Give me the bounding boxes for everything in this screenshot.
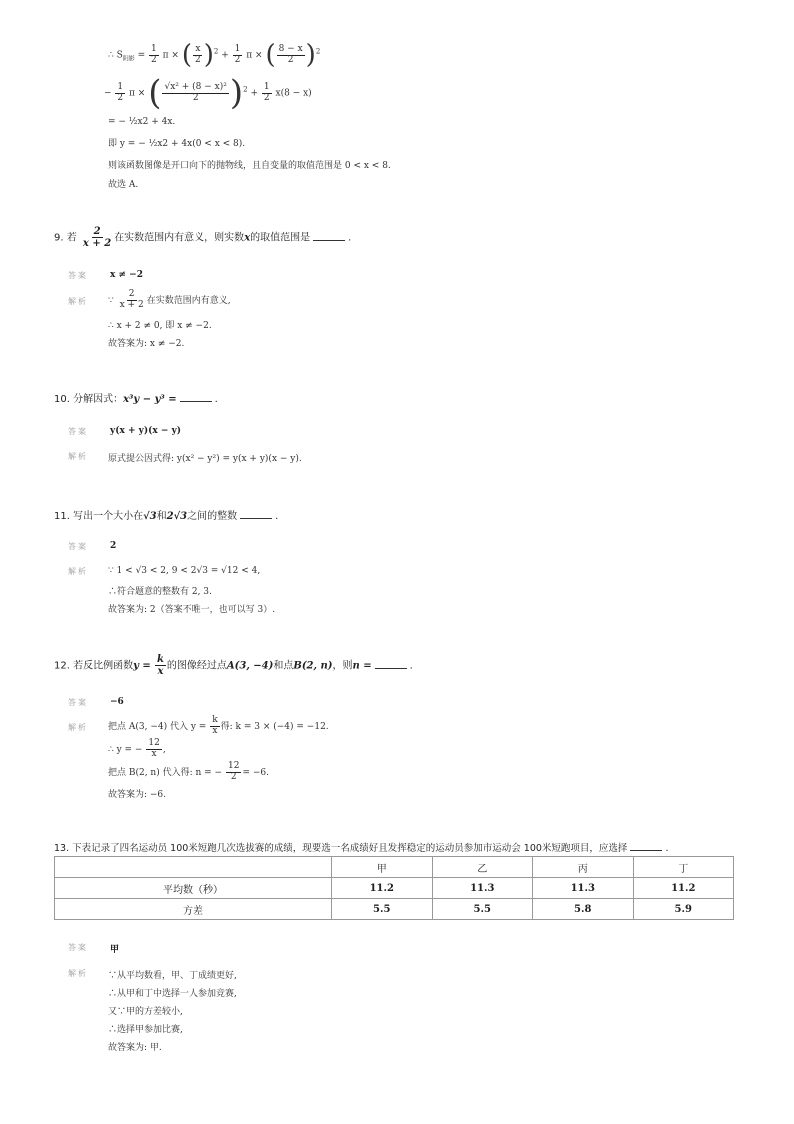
subscript: 阴影 [122, 55, 135, 63]
paren: ( [265, 40, 276, 70]
question-text: 13. 下表记录了四名运动员 100米短跑几次选拔赛的成绩，现要选一名成绩好且发挥稳定的运动员参加市运动会 100米短跑项目，应选择 [54, 843, 628, 854]
solution-text: + [250, 88, 261, 99]
math-expr: n = [352, 660, 372, 672]
question-text: ，则 [332, 660, 353, 672]
paren: ( [181, 40, 192, 70]
numerator: 1 [151, 43, 157, 54]
solution-text: + [221, 50, 232, 61]
solution-line-6: 故选 A. [108, 180, 139, 190]
fraction [81, 226, 113, 249]
fraction [233, 45, 243, 66]
table-cell: 11.3 [533, 878, 634, 899]
analysis-line-3: 又∵甲的方差较小, [108, 1007, 183, 1017]
answer-value: y(x + y)(x − y) [110, 426, 182, 436]
solution-text: = −6. [242, 767, 269, 778]
numerator: 12 [148, 738, 160, 748]
question-text: 11. 写出一个大小在 [54, 511, 144, 522]
paren: ) [229, 73, 244, 113]
fraction [210, 716, 219, 737]
answer-blank[interactable] [240, 509, 272, 519]
exponent: 2 [213, 47, 219, 56]
answer-value: 2 [110, 541, 117, 551]
fraction [193, 45, 203, 66]
solution-text: 把点 A(3, −4) 代入 y = [108, 721, 207, 732]
table-row [55, 878, 734, 899]
fraction [226, 762, 241, 783]
solution-text: 在实数范围内有意义, [146, 295, 231, 306]
fraction [115, 83, 125, 104]
answer-value: x ≠ −2 [110, 270, 143, 280]
solution-line-5: 则该函数图像是开口向下的抛物线，且自变量的取值范围是 0 < x < 8. [108, 161, 391, 171]
numerator: 2 [128, 289, 135, 299]
question-text: . [348, 232, 352, 244]
analysis-label: 解析 [68, 452, 88, 461]
denominator: x [151, 748, 157, 759]
solution-text: 得: k = 3 × (−4) = −12. [220, 721, 329, 732]
answer-value: 甲 [110, 945, 120, 955]
numerator: 2 [93, 226, 101, 237]
numerator: 12 [227, 761, 240, 771]
question-text: 9. 若 [54, 232, 77, 244]
math-expr: 2√3 [166, 511, 188, 522]
fraction [146, 739, 161, 760]
question-text: 在实数范围内有意义，则实数 [114, 232, 245, 244]
table-header-cell: 甲 [332, 857, 433, 878]
table-cell: 11.3 [432, 878, 533, 899]
paren: ( [148, 73, 162, 113]
solution-text: , [162, 744, 166, 755]
denominator: x [157, 666, 164, 677]
question-text: . [665, 843, 669, 854]
solution-line-1 [108, 40, 320, 70]
answer-label: 答案 [68, 427, 88, 436]
paren: ) [203, 40, 214, 70]
numerator: k [156, 654, 164, 665]
solution-text: ∴ y = − [108, 744, 143, 755]
solution-text: ∴ S [108, 50, 123, 61]
answer-blank[interactable] [630, 841, 662, 851]
table-row [55, 899, 734, 920]
table-cell: 11.2 [633, 878, 734, 899]
table-cell: 5.9 [633, 899, 734, 920]
table-cell: 5.5 [432, 899, 533, 920]
math-expr: B(2, n) [293, 660, 333, 672]
analysis-line-2: ∴符合题意的整数有 2, 3. [108, 587, 212, 597]
analysis-line-4: 故答案为: −6. [108, 790, 167, 800]
solution-line-4: 即 y = − ½x2 + 4x(0 < x < 8). [108, 139, 246, 149]
numerator: 8 − x [278, 43, 303, 54]
answer-label: 答案 [68, 698, 88, 707]
table-cell: 11.2 [332, 878, 433, 899]
analysis-label: 解析 [68, 723, 88, 732]
answer-label: 答案 [68, 271, 88, 280]
analysis-line-1 [108, 290, 231, 311]
solution-line-3: = − ½x2 + 4x. [108, 117, 176, 127]
answer-blank[interactable] [375, 659, 407, 669]
solution-text: π × [162, 50, 182, 61]
fraction [262, 83, 272, 104]
table-cell: 方差 [55, 899, 332, 920]
analysis-line-1: ∵从平均数看，甲、丁成绩更好, [108, 971, 237, 981]
answer-label: 答案 [68, 943, 88, 952]
table-header-cell: 丁 [633, 857, 734, 878]
denominator: 2 [287, 54, 294, 65]
analysis-label: 解析 [68, 567, 88, 576]
denominator: 2 [234, 54, 241, 65]
denominator: x + 2 [82, 238, 112, 249]
analysis-label: 解析 [68, 297, 88, 306]
table-cell: 5.8 [533, 899, 634, 920]
scores-table [54, 856, 734, 920]
fraction [277, 45, 305, 66]
numerator: 1 [117, 81, 124, 92]
math-expr: A(3, −4) [226, 660, 274, 672]
analysis-line-3: 故答案为: x ≠ −2. [108, 339, 185, 349]
solution-text: − [104, 88, 112, 99]
table-header-cell: 乙 [432, 857, 533, 878]
numerator: 1 [234, 43, 241, 54]
analysis-line-3: 故答案为: 2（答案不唯一，也可以写 3）. [108, 605, 276, 615]
fraction [149, 45, 159, 66]
solution-line-2 [104, 73, 312, 113]
solution-text: 把点 B(2, n) 代入得: n = − [108, 767, 223, 778]
fraction [118, 290, 146, 311]
denominator: 2 [192, 92, 199, 103]
question-text: . [275, 511, 279, 522]
math-expr: y = [133, 660, 151, 672]
denominator: 2 [263, 92, 270, 103]
analysis-line-1: 原式提公因式得: y(x² − y²) = y(x + y)(x − y). [108, 454, 302, 464]
answer-blank[interactable] [313, 231, 345, 241]
solution-text: x(8 − x) [275, 88, 312, 99]
question-text: . [409, 660, 413, 672]
numerator: x [195, 43, 201, 54]
analysis-line-2 [108, 739, 166, 760]
answer-blank[interactable] [180, 392, 212, 402]
denominator: 2 [195, 54, 201, 65]
analysis-label: 解析 [68, 969, 88, 978]
question-text: 之间的整数 [187, 511, 238, 522]
exponent: 2 [243, 85, 248, 94]
denominator: 2 [117, 92, 124, 103]
table-cell: 5.5 [332, 899, 433, 920]
question-text: 10. 分解因式： [54, 394, 124, 405]
table-header-row [55, 857, 734, 878]
denominator: 2 [151, 54, 157, 65]
analysis-line-1 [108, 716, 329, 737]
solution-text: ∵ [108, 295, 114, 306]
denominator: x + 2 [119, 299, 144, 310]
math-var: x [244, 232, 251, 244]
question-11 [54, 507, 278, 522]
paren: ) [305, 40, 316, 70]
analysis-line-2: ∴ x + 2 ≠ 0, 即 x ≠ −2. [108, 321, 212, 331]
fraction [162, 83, 228, 104]
solution-text: π × [129, 88, 149, 99]
denominator: x [212, 725, 218, 736]
analysis-line-5: 故答案为: 甲. [108, 1043, 162, 1053]
solution-text: π × [246, 50, 266, 61]
question-9 [54, 226, 351, 249]
question-text: 的图像经过点 [166, 660, 227, 672]
question-text: 和点 [273, 660, 294, 672]
question-text: . [214, 394, 218, 405]
math-expr: √3 [143, 511, 157, 522]
question-text: 的取值范围是 [250, 232, 311, 244]
question-text: 和 [156, 511, 167, 522]
question-12 [54, 654, 413, 677]
question-10 [54, 390, 218, 405]
numerator: 1 [263, 81, 270, 92]
analysis-line-1: ∵ 1 < √3 < 2, 9 < 2√3 = √12 < 4, [108, 566, 261, 576]
answer-label: 答案 [68, 542, 88, 551]
table-cell: 平均数（秒） [55, 878, 332, 899]
numerator: √x² + (8 − x)² [164, 81, 227, 92]
exponent: 2 [315, 47, 321, 56]
numerator: k [212, 715, 218, 725]
question-text: 12. 若反比例函数 [54, 660, 134, 672]
analysis-line-3 [108, 762, 269, 783]
fraction [155, 654, 166, 677]
question-13 [54, 840, 668, 854]
answer-value: −6 [110, 697, 124, 707]
table-header-cell [55, 857, 332, 878]
table-header-cell: 丙 [533, 857, 634, 878]
analysis-line-2: ∴从甲和丁中选择一人参加竞赛, [108, 989, 237, 999]
solution-text: = [134, 50, 149, 61]
math-expr: x³y − y³ = [123, 394, 177, 405]
denominator: 2 [230, 771, 237, 782]
analysis-line-4: ∴选择甲参加比赛, [108, 1025, 183, 1035]
